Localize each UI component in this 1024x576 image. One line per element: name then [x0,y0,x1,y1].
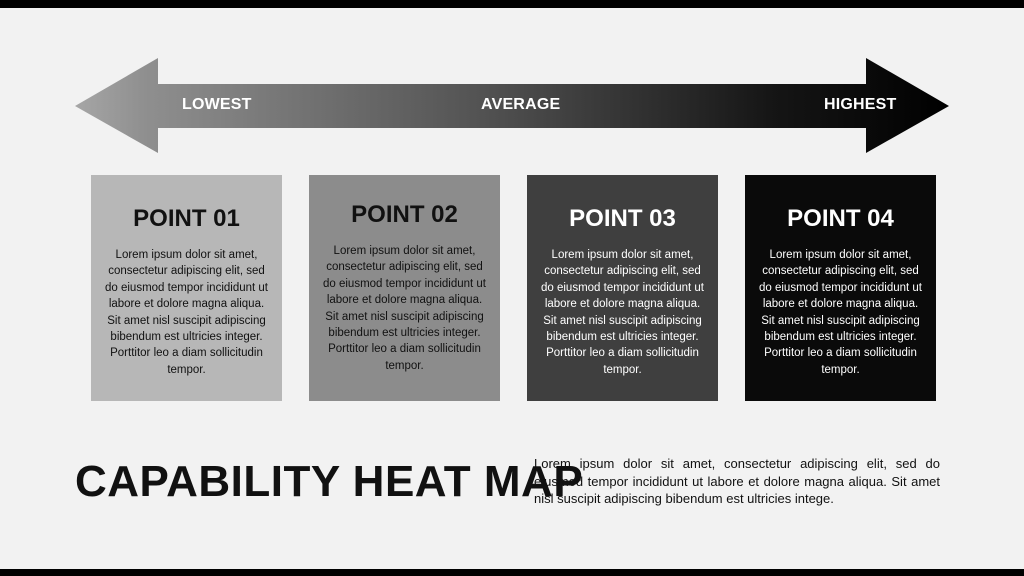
scale-arrow [0,8,1024,178]
point-card-1 [91,175,282,401]
double-arrow-icon [0,8,1024,178]
page-title: CAPABILITY HEAT MAP [75,457,584,506]
scale-mid-label: AVERAGE [481,96,561,113]
scale-low-label: LOWEST [182,96,252,113]
point-text: Lorem ipsum dolor sit amet, consectetur adipiscing elit, sed do eiusmod tempor incididunt ut labore et dolore magna aliqua. Sit amet nisl suscipit adipiscing bibendum est ultricies integer. Porttitor leo a diam sollicitudin tempor. [758,249,922,376]
point-card-3 [527,175,718,401]
point-text: Lorem ipsum dolor sit amet, consectetur adipiscing elit, sed do eiusmod tempor incididunt ut labore et dolore magna aliqua. Sit amet nisl suscipit adipiscing bibendum est ultricies integer. Porttitor leo a diam sollicitudin tempor. [322,245,486,372]
point-text: Lorem ipsum dolor sit amet, consectetur adipiscing elit, sed do eiusmod tempor incididunt ut labore et dolore magna aliqua. Sit amet nisl suscipit adipiscing bibendum est ultricies integer. Porttitor leo a diam sollicitudin tempor. [540,249,704,376]
point-title: POINT 03 [569,205,676,232]
point-title: POINT 02 [351,201,458,228]
point-title: POINT 01 [133,205,240,232]
point-card-4 [745,175,936,401]
description-text: Lorem ipsum dolor sit amet, consectetur adipiscing elit, sed do eiusmod tempor incididunt ut labore et dolore magna aliqua. Sit amet nisl suscipit adipiscing bibendum est ultricies intege. [534,456,940,506]
point-text: Lorem ipsum dolor sit amet, consectetur adipiscing elit, sed do eiusmod tempor incididunt ut labore et dolore magna aliqua. Sit amet nisl suscipit adipiscing bibendum est ultricies integer. Porttitor leo a diam sollicitudin tempor. [104,249,268,376]
point-title: POINT 04 [787,205,894,232]
point-card-2 [309,175,500,401]
scale-high-label: HIGHEST [824,96,897,113]
slide [0,8,1024,569]
